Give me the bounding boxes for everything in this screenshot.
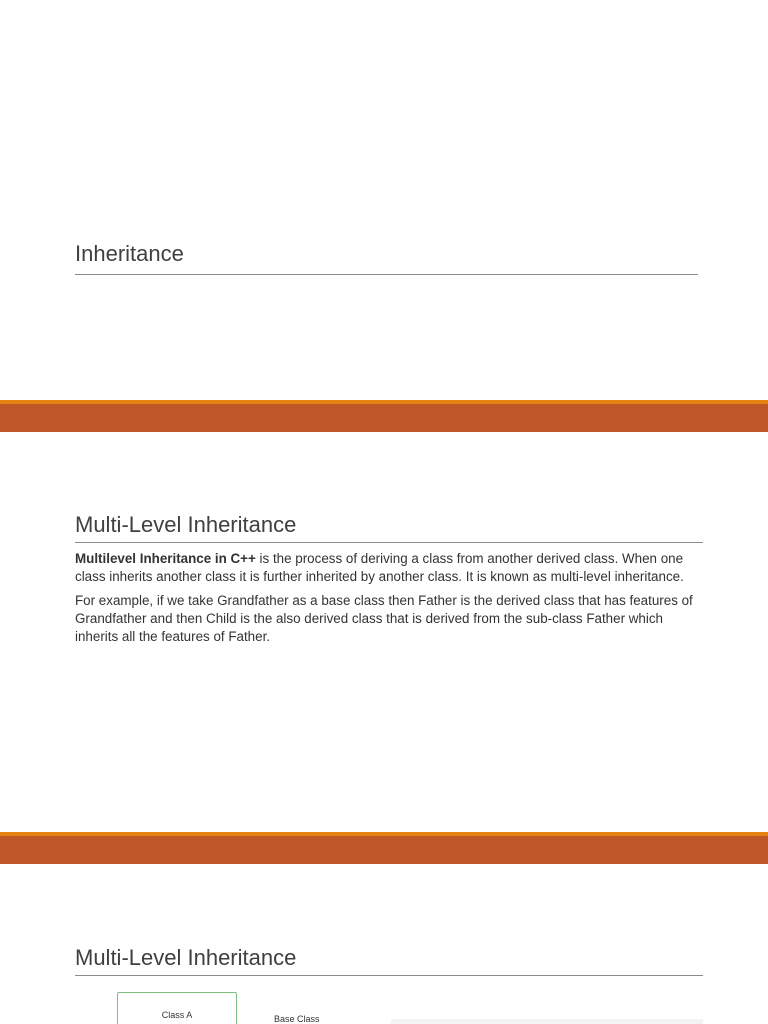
slide-title: Multi-Level Inheritance — [75, 945, 297, 970]
slide-inheritance — [0, 0, 768, 400]
divider-band — [0, 836, 768, 864]
slide-divider — [0, 400, 768, 432]
divider-band — [0, 404, 768, 432]
slide-divider — [0, 832, 768, 864]
paragraph-definition — [75, 550, 707, 586]
slide-multilevel-diagram — [0, 864, 768, 1024]
paragraph-text: is the process of deriving a class from another derived class. When one class inherits another class it is further inherited by another class. It is known as multi-level inheritance. — [75, 551, 684, 584]
class-a-label: Class A — [161, 1010, 193, 1020]
base-class-caption: Base Class — [274, 1014, 320, 1024]
slide-title: Inheritance — [75, 241, 184, 266]
paragraph-example: For example, if we take Grandfather as a base class then Father is the derived class that has features of Grandfather and then Child is the also derived class that is derived from the sub-class Father which inherits all the features of Father. — [75, 593, 693, 644]
class-a-box — [117, 992, 237, 1024]
title-underline — [75, 542, 703, 543]
diagram-panel — [391, 1019, 703, 1024]
title-underline — [75, 975, 703, 976]
title-underline — [75, 274, 698, 275]
slide-multilevel-definition — [0, 432, 768, 832]
slide-title: Multi-Level Inheritance — [75, 512, 297, 537]
slide-body — [75, 550, 707, 652]
bold-term: Multilevel Inheritance in C++ — [75, 551, 256, 566]
